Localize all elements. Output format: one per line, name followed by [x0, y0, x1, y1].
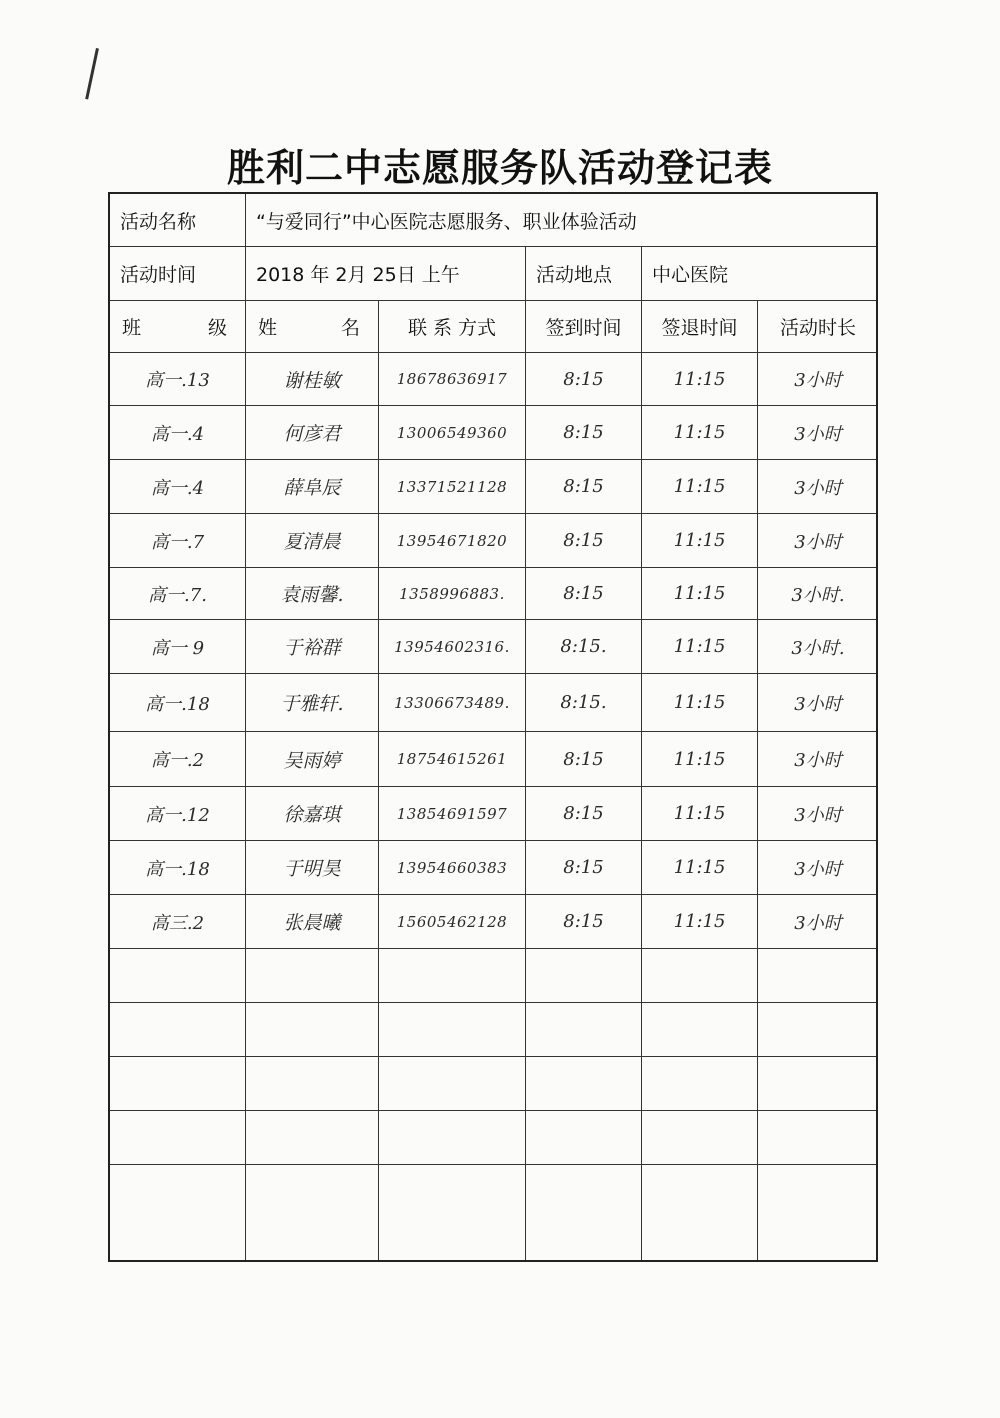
cell-name: 薛阜辰: [246, 460, 379, 513]
empty-cell: [246, 1111, 379, 1164]
cell-sign-out: 11:15: [642, 514, 758, 567]
cell-duration: 3小时: [794, 531, 842, 553]
empty-cell: [379, 1111, 526, 1164]
table-row: [110, 406, 876, 459]
empty-cell: [642, 1057, 758, 1110]
empty-cell: [110, 1057, 246, 1110]
empty-cell: [379, 1218, 526, 1260]
cell-sign-in: 8:15: [526, 353, 642, 405]
header-class: [110, 301, 246, 352]
cell-sign-in: 8:15: [526, 841, 642, 894]
registration-table: [108, 192, 878, 1262]
table-row: [110, 568, 876, 619]
empty-cell: [642, 1165, 758, 1218]
cell-phone: 13854691597: [379, 787, 526, 840]
cell-sign-out: 11:15: [642, 406, 758, 459]
empty-cell: [110, 1111, 246, 1164]
empty-cell: [110, 949, 246, 1002]
cell-phone: 13306673489.: [379, 674, 526, 731]
empty-row: [110, 1218, 876, 1260]
empty-cell: [526, 1165, 642, 1218]
cell-name: 张晨曦: [246, 895, 379, 948]
cell-sign-out: 11:15: [642, 674, 758, 731]
cell-class: 高一.7: [110, 514, 246, 567]
cell-sign-out: 11:15: [642, 460, 758, 513]
empty-cell: [526, 1111, 642, 1164]
cell-sign-out: 11:15: [642, 895, 758, 948]
empty-cell: [246, 1165, 379, 1218]
cell-phone: 18754615261: [379, 732, 526, 786]
table-row: [110, 841, 876, 894]
cell-class: 高一.2: [110, 732, 246, 786]
cell-duration: 3小时.: [791, 637, 845, 659]
cell-class: 高一 9: [110, 620, 246, 673]
empty-row: [110, 1165, 876, 1218]
header-sign-out: 签退时间: [642, 301, 758, 352]
empty-cell: [379, 1165, 526, 1218]
empty-cell: [642, 1003, 758, 1056]
header-name: [246, 301, 379, 352]
cell-duration: 3小时: [794, 912, 842, 934]
cell-duration: 3小时: [794, 804, 842, 826]
cell-name: 徐嘉琪: [246, 787, 379, 840]
cell-name: 夏清晨: [246, 514, 379, 567]
cell-phone: 13954660383: [379, 841, 526, 894]
cell-class: 高一.18: [110, 674, 246, 731]
header-contact: 联 系 方式: [379, 301, 526, 352]
table-row: [110, 460, 876, 513]
cell-class: 高一.12: [110, 787, 246, 840]
cell-class: 高一.7.: [110, 568, 246, 619]
cell-sign-in: 8:15: [526, 406, 642, 459]
cell-duration: 3小时: [794, 477, 842, 499]
empty-cell: [642, 1218, 758, 1260]
empty-cell: [526, 949, 642, 1002]
activity-time-label: 活动时间: [110, 247, 246, 300]
header-class-a: 班: [122, 317, 142, 339]
header-duration: 活动时长: [779, 317, 856, 339]
empty-cell: [246, 1218, 379, 1260]
empty-cell: [110, 1003, 246, 1056]
table-row: [110, 895, 876, 948]
header-name-a: 姓: [258, 317, 278, 339]
cell-sign-out: 11:15: [642, 787, 758, 840]
table-row: [110, 674, 876, 731]
header-sign-in: 签到时间: [526, 301, 642, 352]
cell-sign-in: 8:15: [526, 514, 642, 567]
cell-class: 高一.13: [110, 353, 246, 405]
page-number-mark: [85, 48, 99, 99]
cell-class: 高一.4: [110, 460, 246, 513]
empty-cell: [758, 1218, 878, 1260]
empty-cell: [642, 949, 758, 1002]
activity-time-row: [110, 247, 876, 300]
cell-sign-out: 11:15: [642, 353, 758, 405]
cell-duration: 3小时: [794, 858, 842, 880]
activity-name-row: [110, 194, 876, 246]
cell-phone: 18678636917: [379, 353, 526, 405]
cell-sign-in: 8:15.: [526, 674, 642, 731]
cell-phone: 13371521128: [379, 460, 526, 513]
empty-cell: [758, 1165, 878, 1218]
page-title: 胜利二中志愿服务队活动登记表: [226, 145, 773, 191]
cell-name: 袁雨馨.: [246, 568, 379, 619]
cell-sign-in: 8:15: [526, 787, 642, 840]
cell-phone: 13006549360: [379, 406, 526, 459]
cell-sign-out: 11:15: [642, 620, 758, 673]
cell-sign-out: 11:15: [642, 732, 758, 786]
cell-phone: 15605462128: [379, 895, 526, 948]
header-name-b: 名: [340, 317, 360, 339]
empty-cell: [758, 1111, 878, 1164]
cell-duration: 3小时: [794, 750, 842, 771]
cell-sign-out: 11:15: [642, 841, 758, 894]
cell-phone: 1358996883.: [379, 568, 526, 619]
cell-phone: 13954602316.: [379, 620, 526, 673]
activity-time-value: 2018 年 2月 25日 上午: [246, 247, 526, 300]
empty-cell: [526, 1057, 642, 1110]
cell-sign-in: 8:15: [526, 732, 642, 786]
table-row: [110, 353, 876, 405]
column-header-row: [110, 301, 876, 352]
cell-name: 于裕群: [246, 620, 379, 673]
empty-row: [110, 1003, 876, 1056]
cell-name: 于雅轩.: [246, 674, 379, 731]
activity-location-value: 中心医院: [652, 264, 729, 286]
empty-cell: [246, 949, 379, 1002]
cell-duration: 3小时.: [791, 584, 845, 606]
table-row: [110, 620, 876, 673]
cell-duration: 3小时: [794, 370, 842, 391]
cell-name: 何彦君: [246, 406, 379, 459]
table-row: [110, 787, 876, 840]
empty-cell: [379, 949, 526, 1002]
cell-duration: 3小时: [794, 423, 842, 445]
cell-name: 吴雨婷: [246, 732, 379, 786]
cell-sign-out: 11:15: [642, 568, 758, 619]
empty-cell: [379, 1057, 526, 1110]
cell-sign-in: 8:15.: [526, 620, 642, 673]
cell-name: 谢桂敏: [246, 353, 379, 405]
empty-row: [110, 949, 876, 1002]
activity-location-label: 活动地点: [526, 247, 642, 300]
empty-cell: [642, 1111, 758, 1164]
cell-sign-in: 8:15: [526, 568, 642, 619]
table-row: [110, 732, 876, 786]
table-row: [110, 514, 876, 567]
empty-cell: [246, 1003, 379, 1056]
empty-cell: [379, 1003, 526, 1056]
cell-class: 高一.4: [110, 406, 246, 459]
cell-phone: 13954671820: [379, 514, 526, 567]
empty-cell: [110, 1218, 246, 1260]
empty-cell: [526, 1003, 642, 1056]
header-class-b: 级: [207, 317, 227, 339]
cell-name: 于明昊: [246, 841, 379, 894]
empty-cell: [758, 1003, 878, 1056]
cell-sign-in: 8:15: [526, 895, 642, 948]
activity-name-value: “与爱同行”中心医院志愿服务、职业体验活动: [256, 210, 637, 233]
activity-name-label: 活动名称: [110, 194, 246, 246]
cell-sign-in: 8:15: [526, 460, 642, 513]
cell-class: 高一.18: [110, 841, 246, 894]
empty-cell: [110, 1165, 246, 1218]
empty-cell: [246, 1057, 379, 1110]
cell-class: 高三.2: [110, 895, 246, 948]
empty-cell: [758, 1057, 878, 1110]
empty-cell: [526, 1218, 642, 1260]
cell-duration: 3小时: [794, 693, 842, 715]
empty-row: [110, 1111, 876, 1164]
empty-row: [110, 1057, 876, 1110]
empty-cell: [758, 949, 878, 1002]
